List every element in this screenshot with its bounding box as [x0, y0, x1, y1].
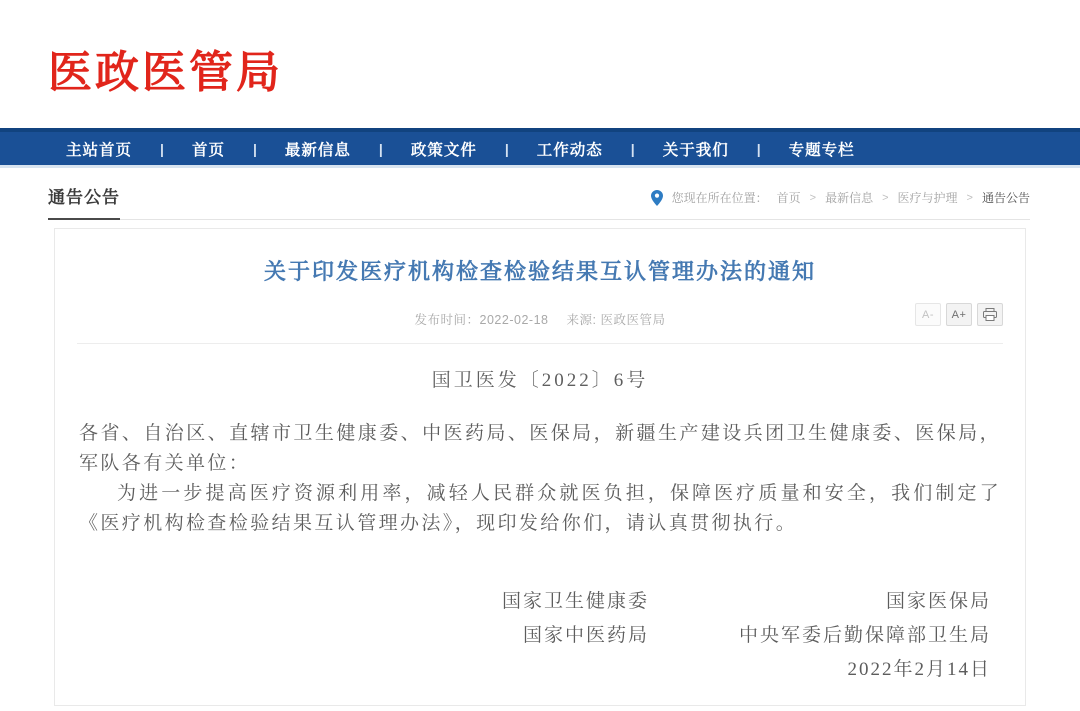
signature-row [77, 619, 1003, 653]
nav-separator: | [630, 140, 635, 157]
print-button[interactable] [977, 303, 1003, 326]
breadcrumb-separator: > [809, 191, 817, 204]
font-increase-button[interactable]: A+ [946, 303, 972, 326]
breadcrumb-current: 通告公告 [981, 191, 1030, 205]
breadcrumb-label: 您现在所在位置： [671, 191, 768, 205]
article-body [79, 419, 1001, 539]
article-tools [915, 303, 1003, 326]
nav-separator: | [160, 140, 164, 157]
signatory-nhc: 国家卫生健康委 [501, 591, 649, 612]
nav-item-about-us[interactable]: 关于我们 [662, 141, 729, 159]
nav-item-latest-news[interactable]: 最新信息 [284, 141, 351, 159]
nav-item-policy-documents[interactable]: 政策文件 [410, 141, 477, 159]
nav-item-home[interactable]: 首页 [191, 141, 225, 159]
breadcrumb-separator: > [966, 191, 973, 204]
source-label: 来源: [566, 313, 597, 327]
nav-separator: | [378, 140, 383, 157]
site-header [0, 0, 1080, 128]
breadcrumb-separator: > [882, 191, 889, 204]
article-title: 关于印发医疗机构检查检验结果互认管理办法的通知 [263, 259, 816, 284]
main-nav [0, 128, 1080, 165]
nav-separator: | [504, 140, 509, 157]
publish-time-value: 2022-02-18 [479, 313, 549, 327]
nav-item-main-home[interactable]: 主站首页 [66, 141, 133, 159]
nav-item-work-updates[interactable]: 工作动态 [536, 141, 603, 159]
breadcrumb-latest-news[interactable]: 最新信息 [825, 191, 874, 205]
printer-icon [983, 308, 997, 321]
font-decrease-button[interactable]: A- [915, 303, 941, 326]
paragraph-salutation: 各省、自治区、直辖市卫生健康委、中医药局、医保局，新疆生产建设兵团卫生健康委、医保局，军队各有关单位： [79, 423, 1001, 474]
signatory-tcm: 国家中医药局 [522, 625, 649, 646]
nav-separator: | [252, 140, 257, 157]
meta-divider [77, 343, 1003, 344]
breadcrumb-home[interactable]: 首页 [776, 191, 801, 205]
article-panel [54, 228, 1026, 706]
signatory-cmc-health: 中央军委后勤保障部卫生局 [738, 625, 991, 646]
signature-spacer [77, 653, 649, 687]
breadcrumb [651, 189, 1030, 219]
signature-row [77, 585, 1003, 619]
publish-time-label: 发布时间： [414, 313, 480, 327]
section-title: 通告公告 [48, 183, 120, 220]
breadcrumb-bar [48, 168, 1030, 220]
document-number: 国卫医发〔2022〕6号 [431, 370, 649, 391]
signature-block [77, 585, 1003, 687]
breadcrumb-medical-nursing[interactable]: 医疗与护理 [897, 191, 958, 205]
article-meta [77, 310, 1003, 328]
nav-item-special-topics[interactable]: 专题专栏 [788, 141, 855, 159]
source-value: 医政医管局 [600, 313, 666, 327]
signatory-nhsa: 国家医保局 [885, 591, 991, 612]
location-pin-icon [651, 190, 663, 206]
paragraph-main: 为进一步提高医疗资源利用率，减轻人民群众就医负担，保障医疗质量和安全，我们制定了《医疗机构检查检验结果互认管理办法》，现印发给你们，请认真贯彻执行。 [79, 483, 1001, 534]
nav-separator: | [756, 140, 761, 157]
signature-row [77, 653, 1003, 687]
signature-date: 2022年2月14日 [847, 659, 991, 680]
site-logo: 医政医管局 [48, 48, 283, 97]
